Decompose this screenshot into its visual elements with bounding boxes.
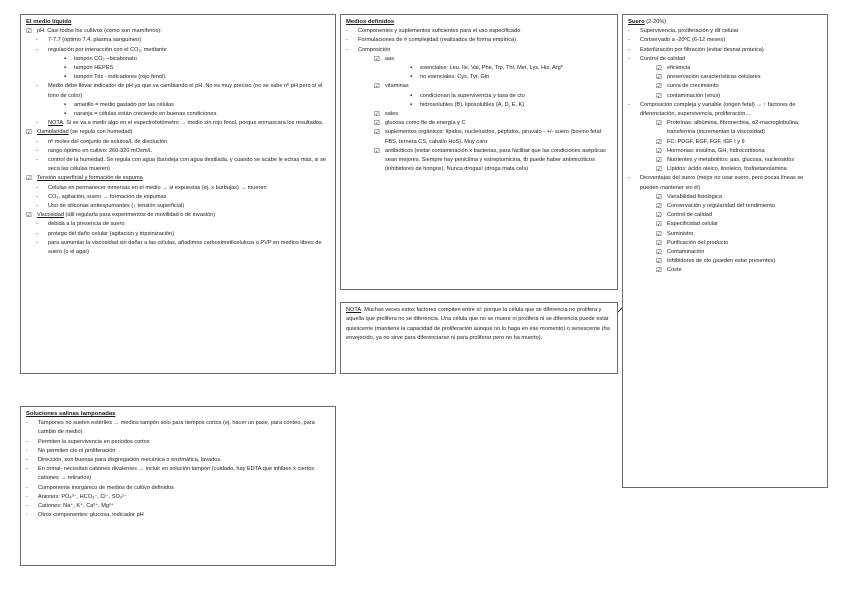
checkbox-icon bbox=[26, 27, 36, 37]
checkbox-icon bbox=[374, 82, 384, 92]
composicion-item: ☑ glucosa como fte de energía y C bbox=[374, 119, 612, 128]
soluciones-box bbox=[20, 406, 336, 566]
suero-item: - Supervivencia, proliferación y dif celular bbox=[628, 27, 822, 36]
vitaminas-item: ☑ vitaminas bbox=[374, 82, 612, 91]
checkbox-icon bbox=[26, 211, 36, 221]
tension-detail: - CO₂, agitación, suero → formación de espumas bbox=[36, 193, 330, 202]
medio-liquido-box bbox=[20, 14, 336, 374]
soluciones-item: - Cationes: Na⁺, K⁺, Ca²⁺, Mg²⁺ bbox=[26, 502, 330, 511]
desventaja-item: ☑ Variabilidad fisiológica bbox=[656, 193, 822, 202]
nota-label: NOTA bbox=[346, 307, 362, 313]
checkbox-icon bbox=[374, 128, 384, 138]
componente-item: ☑ Nutrientes y metabolitos: aas, glucosa, nucleósidos bbox=[656, 156, 822, 165]
componente-item: ☑ Lípidos: ácido oleico, linoleico, fosfoetanolamina bbox=[656, 165, 822, 174]
suero-title: Suero bbox=[628, 19, 645, 25]
soluciones-item: - En ormal- necesitan cationes divalentes → incluir en solución tampón (cuidado, hay EDTA que inhiben x ciertos cationes → retirarlos) bbox=[26, 465, 330, 483]
aas-item: ☑ aas bbox=[374, 55, 612, 64]
tension-detail: - Uso de siliconas antiespumantes (↓ tensión superficial) bbox=[36, 202, 330, 211]
buffer-item: ▪ tampón Tris - indicadores (rojo fenol). bbox=[64, 73, 330, 82]
composicion-item: ☑ sales bbox=[374, 110, 612, 119]
calidad-item: ☑ contaminación (virus) bbox=[656, 92, 822, 101]
aas-detail: ▪ no esenciales: Cys, Tyr, Gln bbox=[410, 73, 612, 82]
viscosidad-detail: - protege del daño celular (agitación y tripsinización) bbox=[36, 230, 330, 239]
componente-item: ☑ Hormonas: insulina, GH, hidrocortisona bbox=[656, 147, 822, 156]
soluciones-item: - Dirección, son buenas para disgregación mecánica o enzimática, lavados. bbox=[26, 456, 330, 465]
buffer-item: ▪ tampón CO₂ –bicabonato bbox=[64, 55, 330, 64]
medios-definidos-box bbox=[340, 14, 618, 290]
checkbox-icon bbox=[26, 174, 36, 184]
soluciones-item: - Permiten la supervivencia en periodos cortos bbox=[26, 438, 330, 447]
viscosidad-item: ☑ Viscosidad (útil regularla para experimentos de movilidad o de invasión) bbox=[26, 211, 330, 220]
nota-box bbox=[340, 302, 618, 374]
aas-detail: ▪ esenciales: Leu, Ile, Val, Phe, Trp, Thr, Met, Lys, His, Arg* bbox=[410, 64, 612, 73]
color-item: ▪ naranja = células están creciendo en buenas condiciones. bbox=[64, 110, 330, 119]
medios-item: - Componentes y suplementos suficientes para el uso especificado bbox=[346, 27, 612, 36]
ph-item: ☑ pH. Casi todos los cultivos (como son mamíferos): bbox=[26, 27, 330, 36]
vitaminas-detail: ▪ condicionan la supervivencia y tasa de cto bbox=[410, 92, 612, 101]
checkbox-icon bbox=[656, 266, 666, 276]
suero-box bbox=[622, 14, 828, 488]
desventaja-item: ☑ Suministro bbox=[656, 230, 822, 239]
desventaja-item: ☑ Conservación y regularidad del rendimiento bbox=[656, 202, 822, 211]
viscosidad-detail: - debida a la presencia de suero bbox=[36, 220, 330, 229]
ph-regulation: - regulación por interacción con el CO₂, mediante bbox=[36, 46, 330, 55]
suero-item: - Control de calidad bbox=[628, 55, 822, 64]
calidad-item: ☑ curva de crecimiento bbox=[656, 82, 822, 91]
soluciones-item: - Aniones: PO₄³⁻, HCO₃⁻, Cl⁻, SO₄²⁻ bbox=[26, 493, 330, 502]
osmolaridad-detail: - control de la humedad. Se regula con agua (bandeja con agua destilada, y cuando se acabe le echas más, si se seca las células mueren) bbox=[36, 156, 330, 174]
checkbox-icon bbox=[656, 119, 666, 129]
tension-detail: - Células en permanecer inmersas en el medio → si expuestas (ej. x burbujas) → mueren bbox=[36, 184, 330, 193]
soluciones-item: - Otros componentes: glucosa, indicador pH bbox=[26, 511, 330, 520]
composicion-item: ☑ suplementos orgánicos: lípidos, nucleósidos, péptidos, piruvato - +/- suero (bovino fetal FBS, ternera CS, caballo HoS). Muy caro bbox=[374, 128, 612, 146]
desventaja-item: ☑ Contaminación bbox=[656, 248, 822, 257]
soluciones-item: - No permiten cto ni proliferación bbox=[26, 447, 330, 456]
osmolaridad-detail: - rango óptimo en cultivo: 260-320 mOsm/L bbox=[36, 147, 330, 156]
desventaja-item: ☑ Inhibidores de cto (pueden estar presentes) bbox=[656, 257, 822, 266]
calidad-item: ☑ preservación características celulares bbox=[656, 73, 822, 82]
desventaja-item: ☑ Control de calidad bbox=[656, 211, 822, 220]
medio-liquido-title: El medio líquido bbox=[26, 19, 72, 25]
desventaja-item: ☑ Especificidad celular bbox=[656, 220, 822, 229]
medios-item: - Composición bbox=[346, 46, 612, 55]
suero-item: - Conservado a -20ºC (6-12 meses) bbox=[628, 36, 822, 45]
componente-item: ☑ Proteínas: albúmina, fibronectina, α2-macroglobulina, transferrina (incrementan la viscosidad) bbox=[656, 119, 822, 137]
desventaja-item: ☑ Coste bbox=[656, 266, 822, 275]
calidad-item: ☑ eficiencia bbox=[656, 64, 822, 73]
medios-definidos-title: Medios definidos bbox=[346, 19, 395, 25]
buffer-item: ▪ tampón HEPES bbox=[64, 64, 330, 73]
componente-item: ☑ FC: PDGF, EGF, FGF, IGF I y II bbox=[656, 138, 822, 147]
soluciones-title: Soluciones salinas tamponadas bbox=[26, 411, 116, 417]
composicion-suero: - Composición compleja y variable (origen fetal) → ↑ factores de diferenciación, supervivencia, proliferación... bbox=[628, 101, 822, 119]
osmolaridad-item: ☑ Osmolaridad (se regula con humedad) bbox=[26, 128, 330, 137]
tension-item: ☑ Tensión superficial y formación de espuma bbox=[26, 174, 330, 183]
checkbox-icon bbox=[374, 147, 384, 157]
soluciones-item: - Componente inorgánico de medios de cultivo definidos bbox=[26, 484, 330, 493]
viscosidad-detail: - para aumentar la viscosidad sin dañar a las células, añadimos carboximetilcelulosa o PVP en medios libres de suero (o el agar) bbox=[36, 239, 330, 257]
desventaja-item: ☑ Purificación del producto bbox=[656, 239, 822, 248]
soluciones-item: - Tampones no suelen estériles → medios tampón solo para tiempos cortos (ej. hacer un pase, para conteo, para cambio de medio) bbox=[26, 419, 330, 437]
ph-indicator: - Medio debe llevar indicador de pH ya que va cambiando el pH. No es muy preciso (no se sabe nº pH pero sí el tono de color) bbox=[36, 82, 330, 100]
suero-item: - Esterilización por filtración (evitar desnat proteica) bbox=[628, 46, 822, 55]
checkbox-icon bbox=[26, 128, 36, 138]
suero-title-row: Suero (2-20%) bbox=[628, 19, 667, 25]
osmolaridad-detail: - nº moles del conjunto de solutos/L de disolución bbox=[36, 138, 330, 147]
color-item: ▪ amarillo = medio gastado por las células bbox=[64, 101, 330, 110]
nota-text: . Muchas veces estos factores compiten entre sí: porque la célula que se diferencia no prolifera y aquella que prolifera no se diferencia. Una célula que no se muere ni prolifera ni se diferencia puede estar quiescente (mantiene la capacidad de proliferación aunque no lo haga en ese momento) o senescente (ha envejecido, ya no sirve para diferenciarse ni para proliferar pero no ha muerto). bbox=[346, 307, 610, 342]
ph-nota: - NOTA. Si se va a medir algo en el espectrofotómetro → medio sin rojo fenol, porque enmascara los resultados. bbox=[36, 119, 330, 128]
ph-range: - 7-7.7 (óptimo 7.4, plasma sanguíneo) bbox=[36, 36, 330, 45]
composicion-item: ☑ antibióticos (evitar contaminación x bacterias, para facilitar que las condiciones asépticas sean mejores. Siempre hay penicilina y estreptomicina, tb puede haber antimicóticos (inhibidores de hongos). Nunca drogas! (droga mata cels) bbox=[374, 147, 612, 175]
checkbox-icon bbox=[374, 55, 384, 65]
medios-item: - Formulaciones de # complejidad (realizados de forma empírica) bbox=[346, 36, 612, 45]
vitaminas-detail: ▪ hidrosolubles (B), liposolubles (A, D, E, K) bbox=[410, 101, 612, 110]
desventajas-item: - Desventajas del suero (mejor no usar suero, pero pocas líneas se pueden mantener sin él) bbox=[628, 174, 822, 192]
